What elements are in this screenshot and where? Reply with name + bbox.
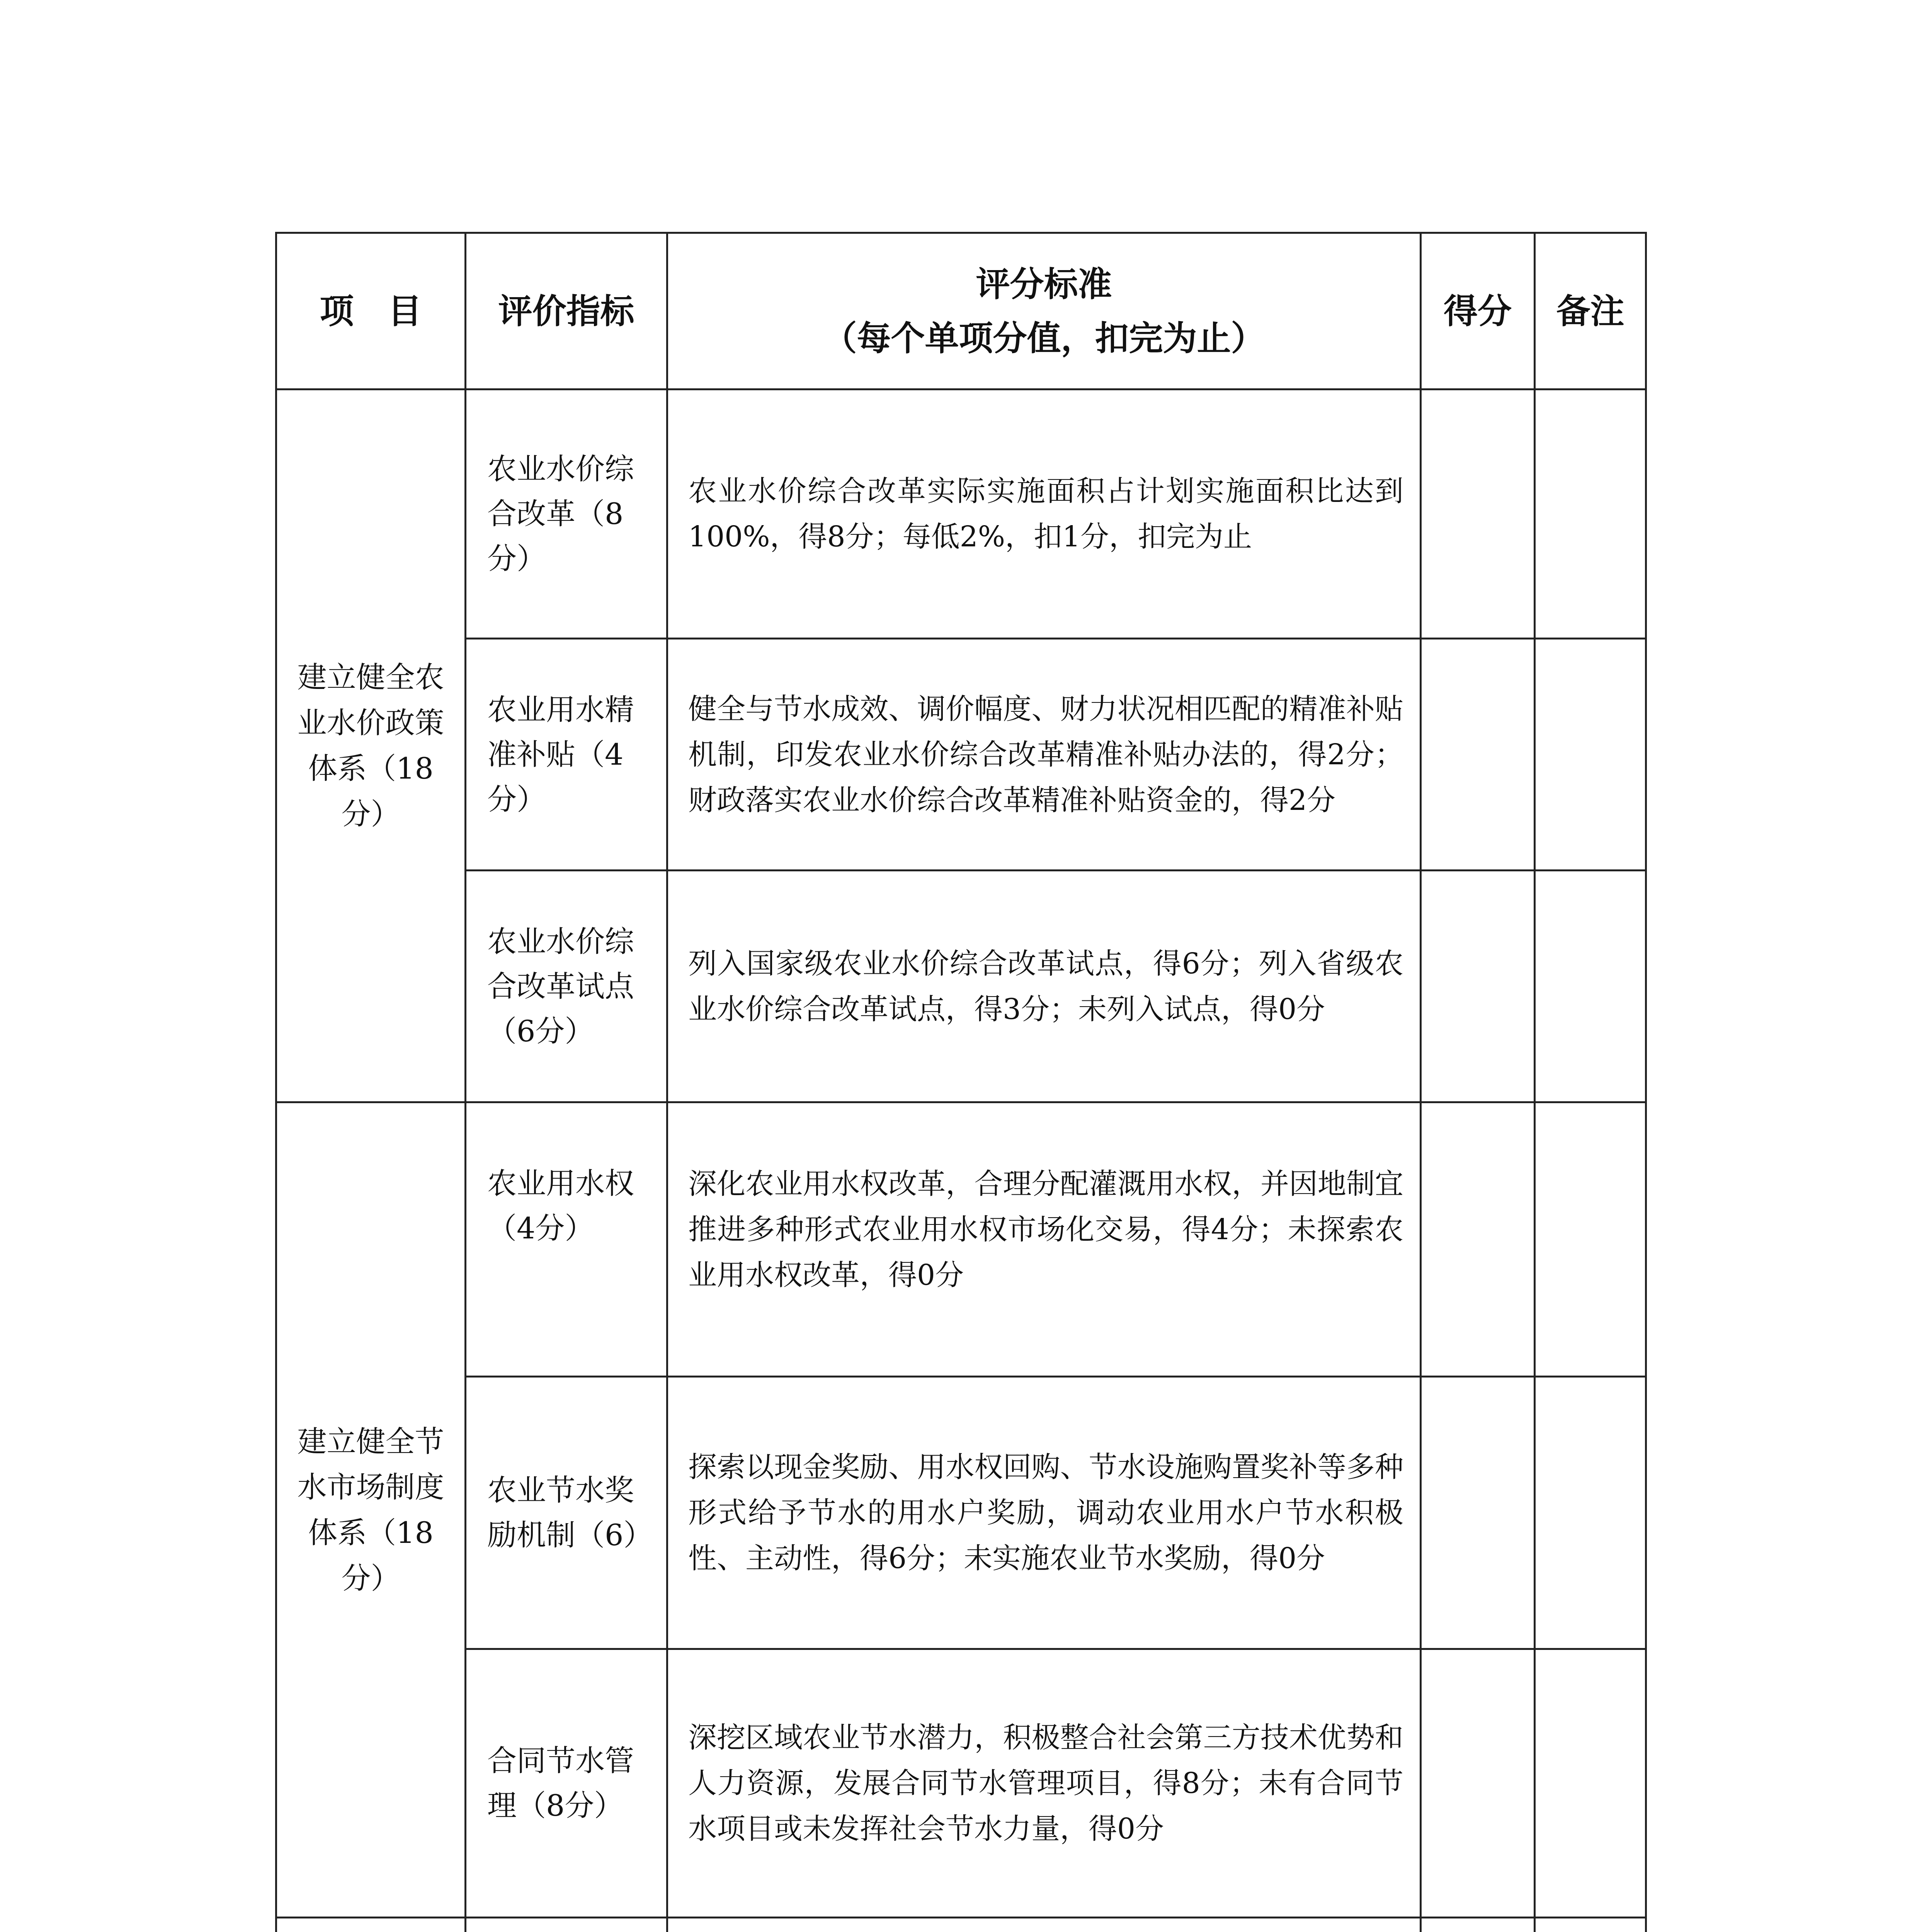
remark-cell[interactable] <box>1535 1377 1646 1649</box>
header-score: 得分 <box>1421 233 1535 389</box>
category-cell: 建立健全农业水价政策体系（18分） <box>276 389 466 1102</box>
score-cell[interactable] <box>1421 1649 1535 1918</box>
table-row <box>276 871 1646 1102</box>
indicator-cell <box>466 1918 667 1932</box>
header-remark: 备注 <box>1535 233 1646 389</box>
remark-cell[interactable] <box>1535 871 1646 1102</box>
table-row <box>276 1102 1646 1377</box>
header-criteria-subtitle: （每个单项分值，扣完为止） <box>823 318 1265 358</box>
remark-cell[interactable] <box>1535 639 1646 871</box>
criteria-cell <box>667 1918 1421 1932</box>
header-indicator: 评价指标 <box>466 233 667 389</box>
header-project: 项 目 <box>276 233 466 389</box>
table-row <box>276 1649 1646 1918</box>
indicator-cell: 农业水价综合改革试点（6分） <box>466 871 667 1102</box>
remark-cell[interactable] <box>1535 1918 1646 1932</box>
header-criteria <box>667 233 1421 389</box>
indicator-cell: 农业水价综合改革（8分） <box>466 389 667 639</box>
score-cell[interactable] <box>1421 639 1535 871</box>
header-criteria-title: 评分标准 <box>976 264 1112 304</box>
indicator-cell: 农业用水精准补贴（4分） <box>466 639 667 871</box>
remark-cell[interactable] <box>1535 389 1646 639</box>
criteria-cell: 健全与节水成效、调价幅度、财力状况相匹配的精准补贴机制，印发农业水价综合改革精准补贴办法的，得2分；财政落实农业水价综合改革精准补贴资金的，得2分 <box>667 639 1421 871</box>
remark-cell[interactable] <box>1535 1102 1646 1377</box>
table-row <box>276 639 1646 871</box>
criteria-cell: 深挖区域农业节水潜力，积极整合社会第三方技术优势和人力资源，发展合同节水管理项目，得8分；未有合同节水项目或未发挥社会节水力量，得0分 <box>667 1649 1421 1918</box>
remark-cell[interactable] <box>1535 1649 1646 1918</box>
table-row <box>276 1377 1646 1649</box>
score-cell[interactable] <box>1421 1102 1535 1377</box>
table-row <box>276 389 1646 639</box>
score-cell[interactable] <box>1421 389 1535 639</box>
table-row <box>276 1918 1646 1932</box>
indicator-cell: 农业节水奖励机制（6） <box>466 1377 667 1649</box>
indicator-cell: 农业用水权（4分） <box>466 1102 667 1377</box>
criteria-cell: 探索以现金奖励、用水权回购、节水设施购置奖补等多种形式给予节水的用水户奖励，调动农业用水户节水积极性、主动性，得6分；未实施农业节水奖励，得0分 <box>667 1377 1421 1649</box>
category-cell: 建立健全节水市场制度体系（18分） <box>276 1102 466 1918</box>
score-cell[interactable] <box>1421 1918 1535 1932</box>
score-cell[interactable] <box>1421 871 1535 1102</box>
evaluation-table <box>275 232 1647 1932</box>
category-cell <box>276 1918 466 1932</box>
indicator-cell: 合同节水管理（8分） <box>466 1649 667 1918</box>
header-row <box>276 233 1646 389</box>
criteria-cell: 列入国家级农业水价综合改革试点，得6分；列入省级农业水价综合改革试点，得3分；未列入试点，得0分 <box>667 871 1421 1102</box>
criteria-cell: 深化农业用水权改革，合理分配灌溉用水权，并因地制宜推进多种形式农业用水权市场化交易，得4分；未探索农业用水权改革，得0分 <box>667 1102 1421 1377</box>
score-cell[interactable] <box>1421 1377 1535 1649</box>
criteria-cell: 农业水价综合改革实际实施面积占计划实施面积比达到100%，得8分；每低2%，扣1分，扣完为止 <box>667 389 1421 639</box>
